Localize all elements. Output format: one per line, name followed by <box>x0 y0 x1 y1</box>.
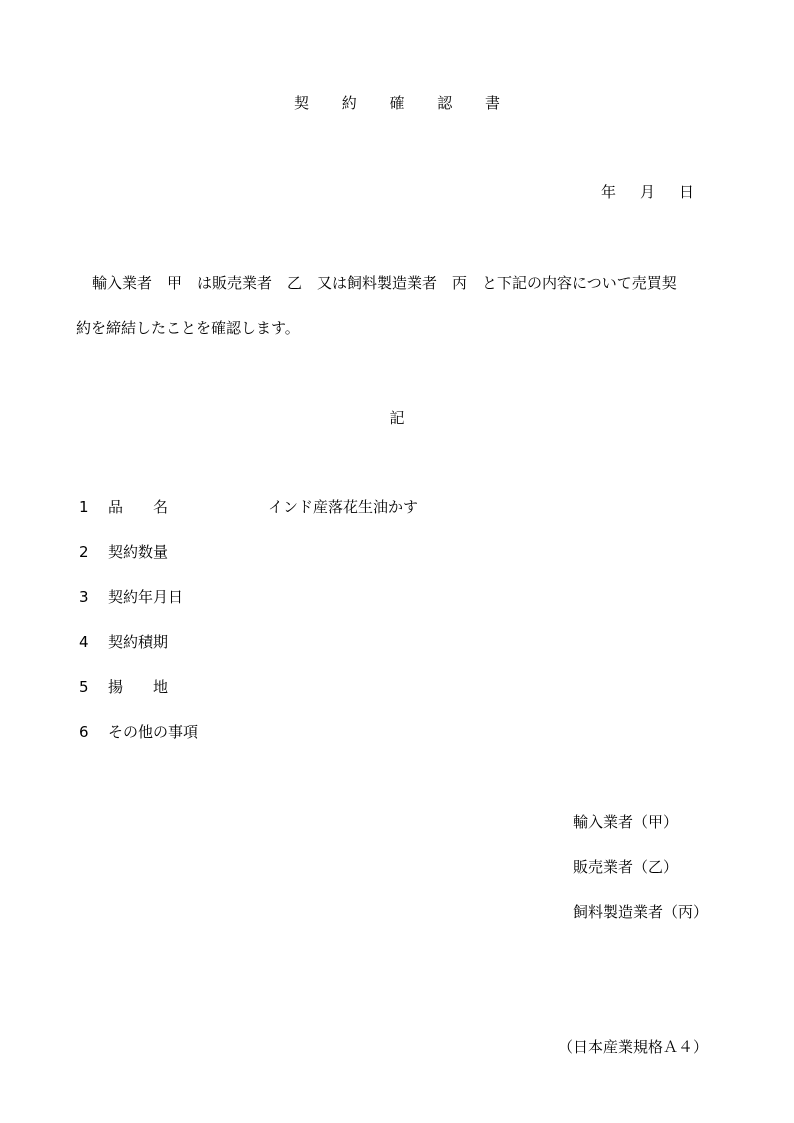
body-text-line-1: 輸入業者 甲 は販売業者 乙 又は飼料製造業者 丙 と下記の内容について売買契 <box>92 274 677 292</box>
ki-heading: 記 <box>389 409 405 427</box>
signature-seller: 販売業者（乙） <box>573 858 679 876</box>
date-day-label: 日 <box>678 183 694 201</box>
list-item <box>79 497 418 517</box>
item-label: 揚 地 <box>108 678 169 696</box>
date-year-label: 年 <box>600 183 616 201</box>
list-item <box>79 722 268 742</box>
date-month-label: 月 <box>639 183 655 201</box>
list-item <box>79 542 268 562</box>
item-number: 6 <box>79 723 89 741</box>
item-number: 4 <box>79 633 89 651</box>
item-number: 5 <box>79 678 89 696</box>
item-number: 1 <box>79 498 89 516</box>
item-label: 契約年月日 <box>108 588 184 606</box>
signature-importer: 輸入業者（甲） <box>573 813 679 831</box>
item-label: 品 名 <box>108 498 169 516</box>
item-label: 契約数量 <box>108 543 169 561</box>
paper-size-note: （日本産業規格Ａ４） <box>557 1038 708 1056</box>
item-label: 契約積期 <box>108 633 169 651</box>
item-number: 2 <box>79 543 89 561</box>
body-text-line-2: 約を締結したことを確認します。 <box>76 319 300 337</box>
date-line <box>601 182 694 202</box>
list-item <box>79 632 268 652</box>
list-item <box>79 587 268 607</box>
signature-feed-manufacturer: 飼料製造業者（丙） <box>573 903 709 921</box>
document-title: 契 約 確 認 書 <box>293 94 515 112</box>
item-label: その他の事項 <box>108 723 199 741</box>
item-number: 3 <box>79 588 89 606</box>
list-item <box>79 677 268 697</box>
item-value: インド産落花生油かす <box>268 498 419 516</box>
